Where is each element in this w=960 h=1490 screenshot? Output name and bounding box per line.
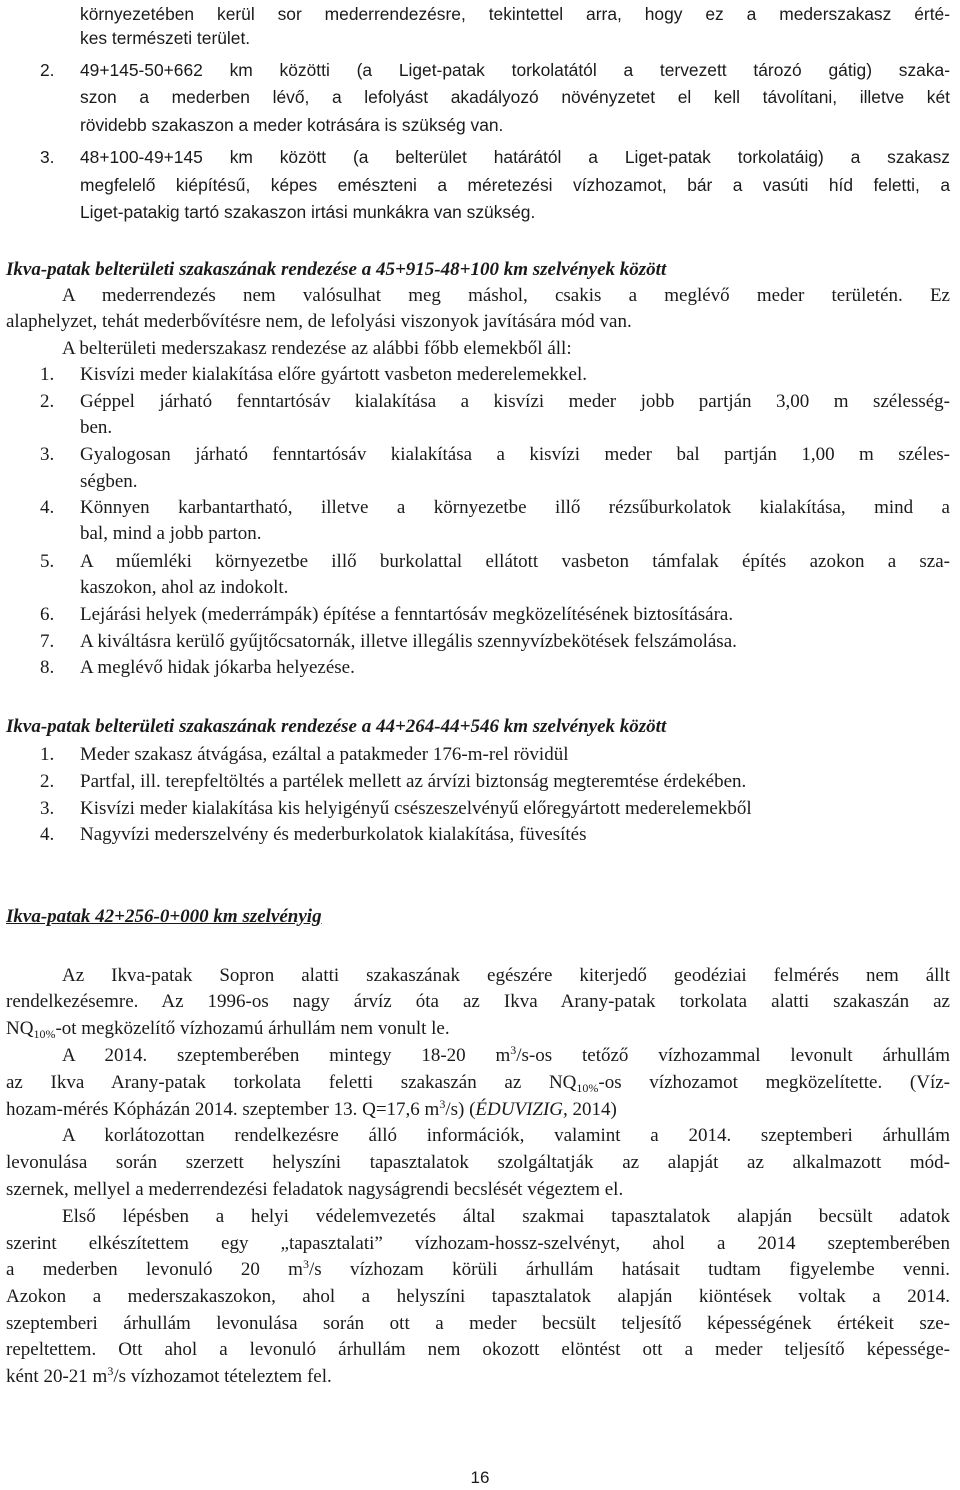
document-page: környezetében kerül sor mederrendezésre, tekintettel arra, hogy ez a mederszakasz érté- kes természeti terület. 2. 49+145-50+662 km közötti (a Liget-patak torkolatától a tervezett tározó gátig) szaka- szon a mederben lévő, a lefolyást akadályozó növényzetet el kell távolítani, illetve két rövidebb szakaszon a meder kotrására is szükség van. 3. 48+100-49+145 km között (a belterület határától a Liget-patak torkolatáig) a szakasz megfelelő kiépítésű, képes emészteni a méretezési vízhozamot, bár a vasúti híd feletti, a Liget-patakig tartó szakaszon irtási munkákra van szükség. Ikva-patak belterületi szakaszának rendezése a 45+915-48+100 km szelvények között A mederrendezés nem valósulhat meg máshol, csakis a meglévő meder területén. Ez alaphelyzet, tehát mederbővítésre nem, de lefolyási viszonyok javítására mód van. A belterületi mederszakasz rendezése az alábbi főbb elemekből áll: 1. Kisvízi meder kialakítása előre gyártott vasbeton mederelemekkel. 2. Géppel járható fenntartósáv kialakítása a kisvízi meder jobb partján 3,00 m szélesség- ben. 3. Gyalogosan járható fenntartósáv kialakítása a kisvízi meder bal partján 1,00 m széles- ségben. 4. Könnyen karbantartható, illetve a környezetbe illő rézsűburkolatok kialakítása, mind a bal, mind a jobb parton. 5. A műemléki környezetbe illő burkolattal ellátott vasbeton támfalak építés azokon a sza- kaszokon, ahol az indokolt. 6. Lejárási helyek (mederrámpák) építése a fenntartósáv megközelítésének biztosítására. 7. A kiváltásra kerülő gyűjtőcsatornák, illetve illegális szennyvízbekötések felszámolása. 8. A meglévő hidak jókarba helyezése. Ikva-patak belterületi szakaszának rendezése a 44+264-44+546 km szelvények között 1. Meder szakasz átvágása, ezáltal a patakmeder 176-m-rel rövidül 2. Partfal, ill. terepfeltöltés a partélek mellett az árvízi biztonság megteremtése érdekében. 3. Kisvízi meder kialakítása kis helyigényű csészeszelvényű előregyártott mederelemekből 4. Nagyvízi mederszelvény és mederburkolatok kialakítása, füvesítés Ikva-patak 42+256-0+000 km szelvényig Az Ikva-patak Sopron alatti szakaszának egészére kiterjedő geodéziai felmérés nem állt rendelkezésemre. Az 1996-os nagy árvíz óta az Ikva Arany-patak torkolata alatti szakaszán az $NQ_{10\%}-ot$ megközelítő vízhozamú árhullám nem vonult le. A 2014. szeptemberében mintegy 18-20 $m^3/s-os$ tetőző vízhozammal levonult árhullám az Ikva Arany-patak torkolata feletti szakaszán az $NQ_{10\%}-os$ vízhozamot megközelítette. (Víz- hozam-mérés Kópházán 2014. szeptember 13. Q=17,6 $m^3/s$) (ÉDUVIZIG, 2014) A korlátozottan rendelkezésre álló információk, valamint a 2014. szeptemberi árhullám levonulása során szerzett helyszíni tapasztalatok szolgáltatják az alapját az alkalmazott mód- szernek, mellyel a mederrendezési feladatok nagyságrendi becslését végeztem el. Első lépésben a helyi védelemvezetés által szakmai tapasztalatok alapján becsült adatok szerint elkészítettem egy „tapasztalati” vízhozam-hossz-szelvényt, ahol a 2014 szeptemberében a mederben levonuló 20 $m^3/s$ vízhozam körüli árhullám hatásait tudtam figyelembe venni. Azokon a mederszakaszokon, ahol a helyszíni tapasztalatok alapján kiöntések voltak a 2014. szeptemberi árhullám levonulása során ott a meder becsült teljesítő képességének értékeit sze- repeltettem. Ott ahol a levonuló árhullám nem okozott elöntést ott a meder teljesítő képessége- ként 20-21 $m^3/s$ vízhozamot tételeztem fel. 16 <box>0 0 960 1490</box>
list-intro-line: környezetében kerül sor mederrendezésre, tekintettel arra, hogy ez a mederszakasz érté- <box>80 4 950 24</box>
section-heading: Ikva-patak belterületi szakaszának rendezése a 45+915-48+100 km szelvények között <box>6 259 667 280</box>
page-number: 16 <box>470 1468 490 1487</box>
section-heading: Ikva-patak 42+256-0+000 km szelvényig <box>6 906 322 927</box>
section-heading: Ikva-patak belterületi szakaszának rendezése a 44+264-44+546 km szelvények között <box>6 716 667 737</box>
